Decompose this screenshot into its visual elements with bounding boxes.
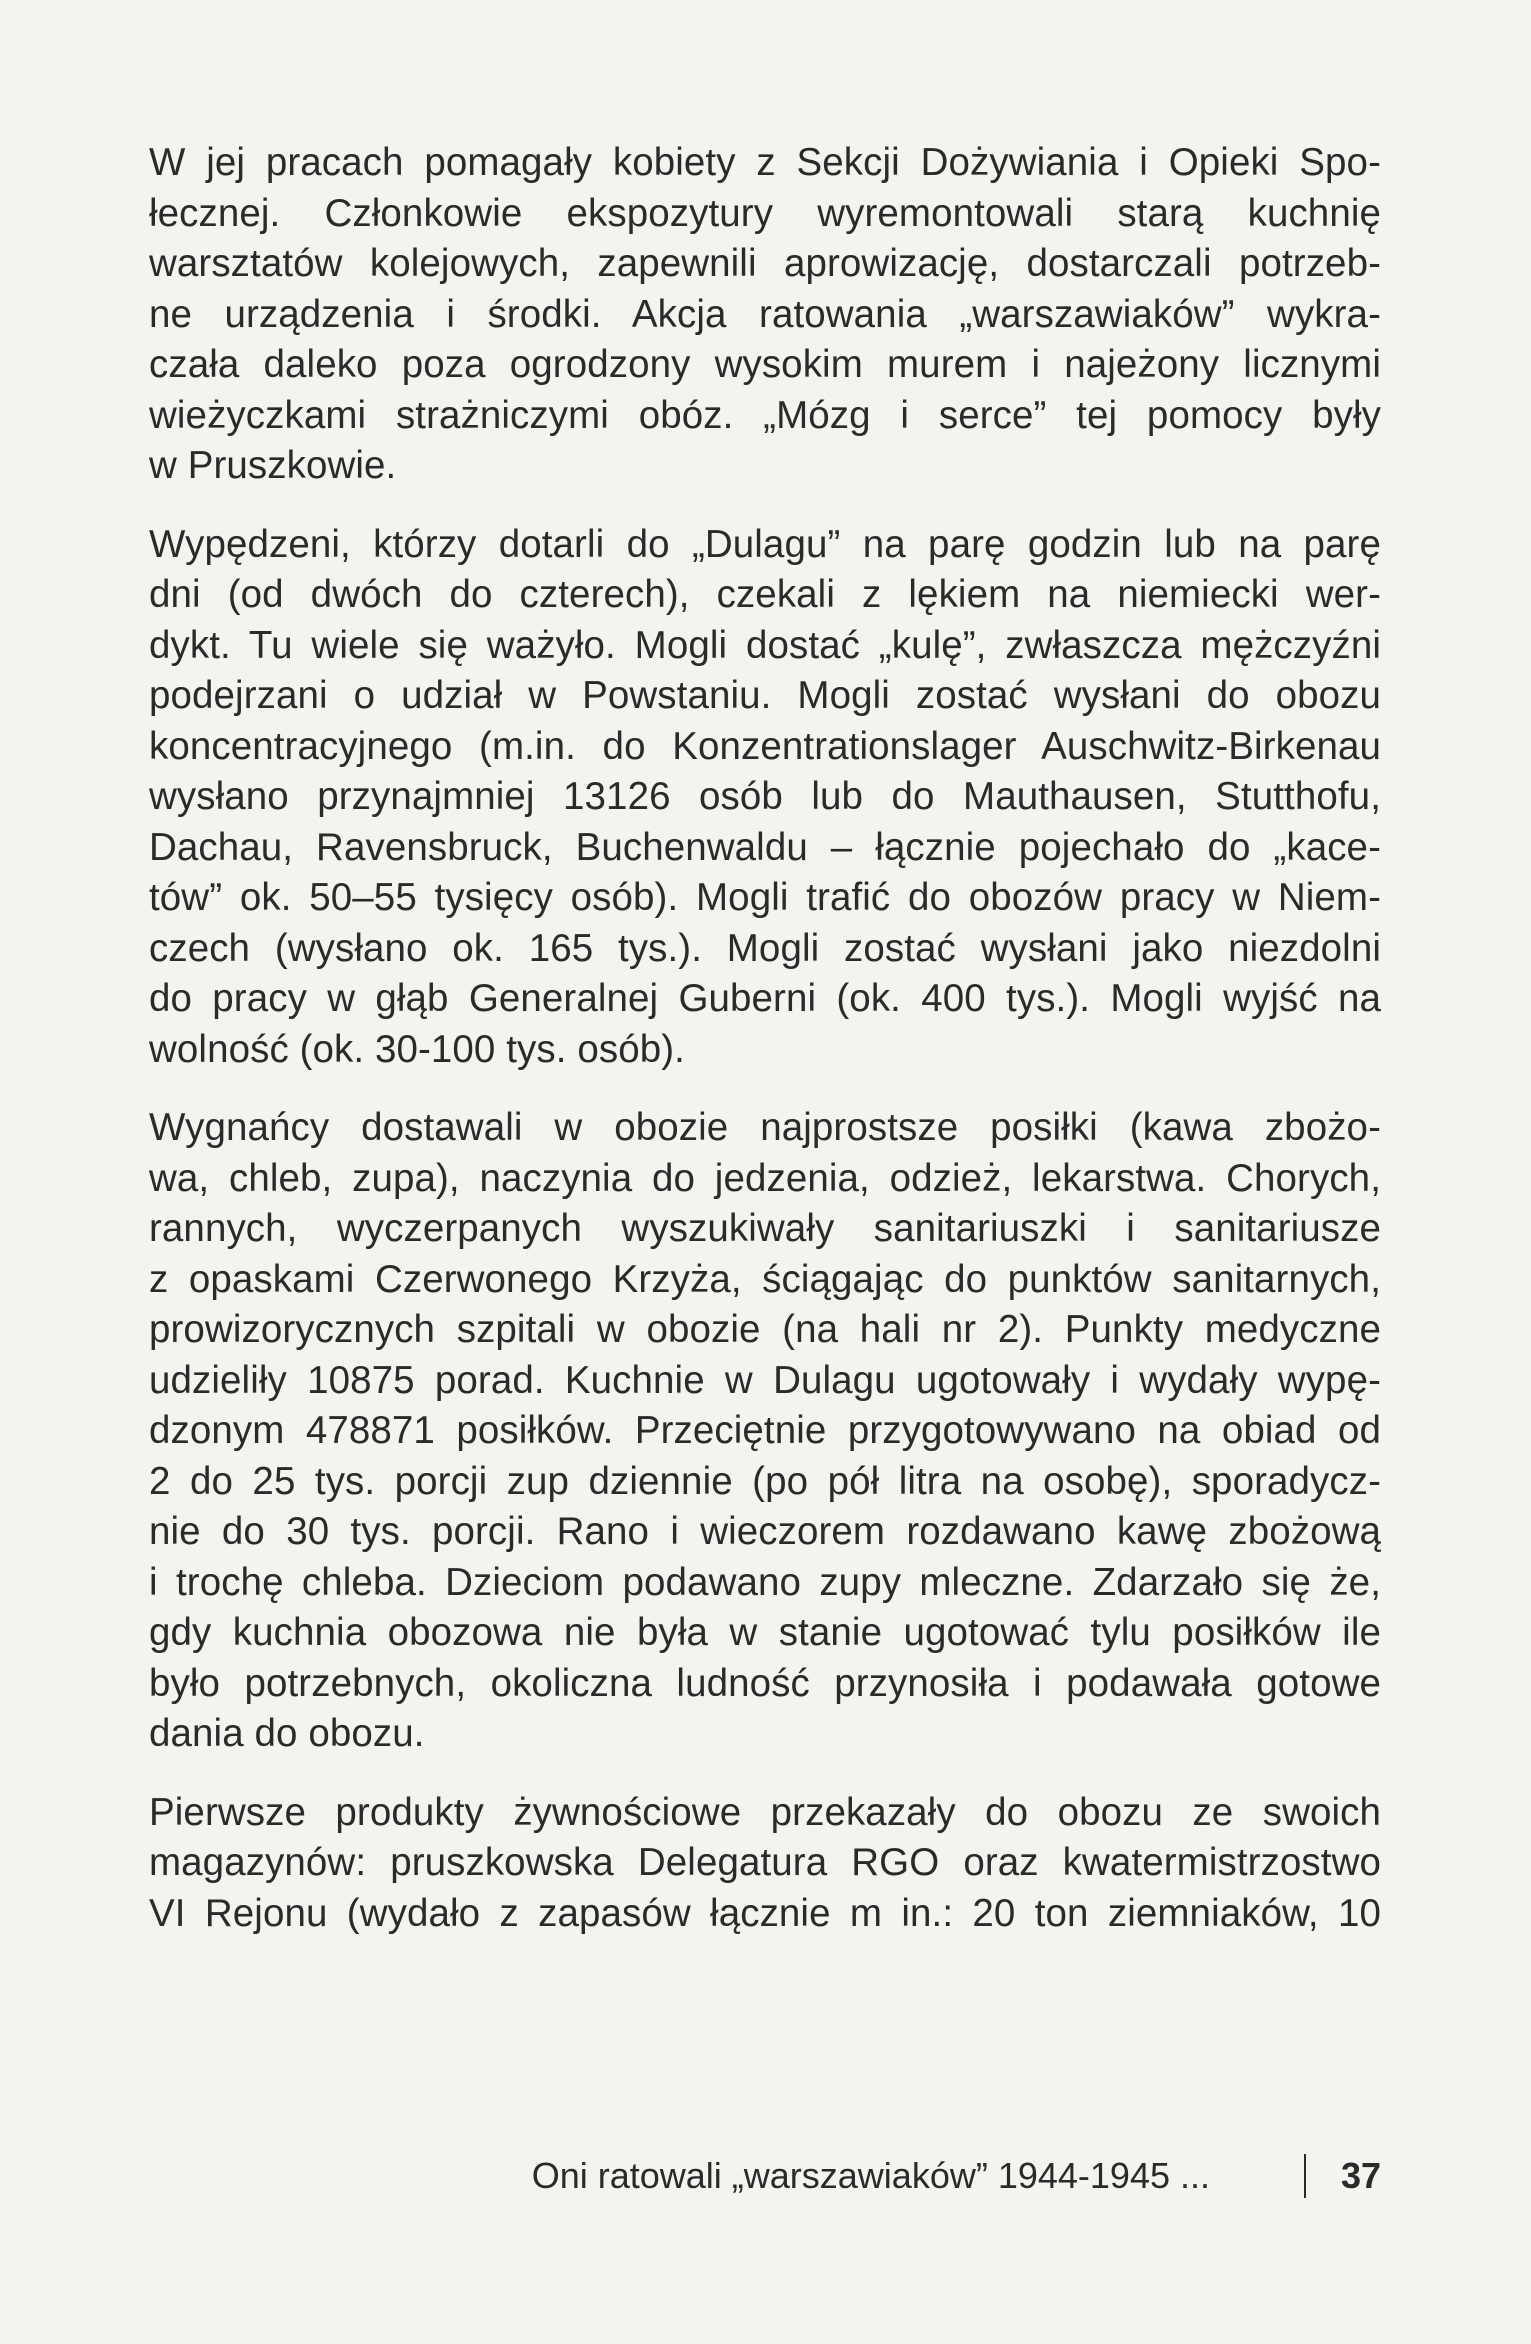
text-line: W jej pracach pomagały kobiety z Sekcji Dożywiania i Opieki Spo-	[149, 141, 1381, 184]
text-line: do pracy w głąb Generalnej Guberni (ok. 400 tys.). Mogli wyjść na	[149, 977, 1381, 1020]
text-line: VI Rejonu (wydało z zapasów łącznie m in.: 20 ton ziemniaków, 10	[149, 1891, 1381, 1935]
text-line: Wygnańcy dostawali w obozie najprostsze posiłki (kawa zbożo-	[149, 1106, 1381, 1149]
text-line: magazynów: pruszkowska Delegatura RGO oraz kwatermistrzostwo	[149, 1841, 1381, 1884]
text-line: z opaskami Czerwonego Krzyża, ściągając do punktów sanitarnych,	[149, 1257, 1381, 1301]
text-line: nie do 30 tys. porcji. Rano i wieczorem rozdawano kawę zbożową	[149, 1510, 1381, 1553]
text-line: czech (wysłano ok. 165 tys.). Mogli zostać wysłani jako niezdolni	[149, 926, 1381, 970]
paragraph	[149, 520, 1381, 1076]
text-line: udzieliły 10875 porad. Kuchnie w Dulagu ugotowały i wydały wypę-	[149, 1358, 1381, 1402]
text-line: dzonym 478871 posiłków. Przeciętnie przygotowywano na obiad od	[149, 1409, 1381, 1452]
text-line: dni (od dwóch do czterech), czekali z lękiem na niemiecki wer-	[149, 573, 1381, 616]
text-line: łecznej. Członkowie ekspozytury wyremontowali starą kuchnię	[149, 191, 1381, 235]
body-text	[149, 138, 1381, 1967]
text-line: Pierwsze produkty żywnościowe przekazały do obozu ze swoich	[149, 1790, 1381, 1834]
paragraph	[149, 1103, 1381, 1760]
text-line: Dachau, Ravensbruck, Buchenwaldu – łącznie pojechało do „kace-	[149, 825, 1381, 869]
text-line: czała daleko poza ogrodzony wysokim murem i najeżony licznymi	[149, 343, 1381, 386]
text-line: wolność (ok. 30-100 tys. osób).	[149, 1027, 685, 1071]
text-line: wysłano przynajmniej 13126 osób lub do Mauthausen, Stutthofu,	[149, 775, 1381, 818]
text-line: wieżyczkami strażniczymi obóz. „Mózg i serce” tej pomocy były	[149, 393, 1381, 437]
text-line: i trochę chleba. Dzieciom podawano zupy mleczne. Zdarzało się że,	[149, 1560, 1381, 1604]
page-number: 37	[1341, 2155, 1382, 2196]
text-line: tów” ok. 50–55 tysięcy osób). Mogli trafić do obozów pracy w Niem-	[149, 876, 1381, 919]
text-line: Wypędzeni, którzy dotarli do „Dulagu” na parę godzin lub na parę	[149, 522, 1381, 566]
text-line: koncentracyjnego (m.in. do Konzentrationslager Auschwitz-Birkenau	[149, 724, 1381, 768]
running-footer-title: Oni ratowali „warszawiaków” 1944-1945 ...	[531, 2155, 1210, 2196]
text-line: dania do obozu.	[149, 1712, 425, 1755]
text-line: w Pruszkowie.	[149, 444, 397, 487]
text-line: dykt. Tu wiele się ważyło. Mogli dostać „kulę”, zwłaszcza mężczyźni	[149, 623, 1381, 667]
footer-divider	[1304, 2154, 1306, 2198]
page-footer	[0, 2146, 1531, 2206]
text-line: ne urządzenia i środki. Akcja ratowania „warszawiaków” wykra-	[149, 292, 1381, 336]
text-line: 2 do 25 tys. porcji zup dziennie (po pół litra na osobę), sporadycz-	[149, 1459, 1381, 1503]
paragraph	[149, 1788, 1381, 1940]
text-line: było potrzebnych, okoliczna ludność przynosiła i podawała gotowe	[149, 1661, 1381, 1705]
text-line: wa, chleb, zupa), naczynia do jedzenia, odzież, lekarstwa. Chorych,	[149, 1156, 1381, 1200]
text-line: podejrzani o udział w Powstaniu. Mogli zostać wysłani do obozu	[149, 674, 1381, 717]
text-line: rannych, wyczerpanych wyszukiwały sanitariuszki i sanitariusze	[149, 1207, 1381, 1250]
text-line: prowizorycznych szpitali w obozie (na hali nr 2). Punkty medyczne	[149, 1308, 1381, 1351]
text-line: gdy kuchnia obozowa nie była w stanie ugotować tylu posiłków ile	[149, 1611, 1381, 1654]
text-line: warsztatów kolejowych, zapewnili aprowizację, dostarczali potrzeb-	[149, 242, 1381, 285]
paragraph	[149, 138, 1381, 492]
